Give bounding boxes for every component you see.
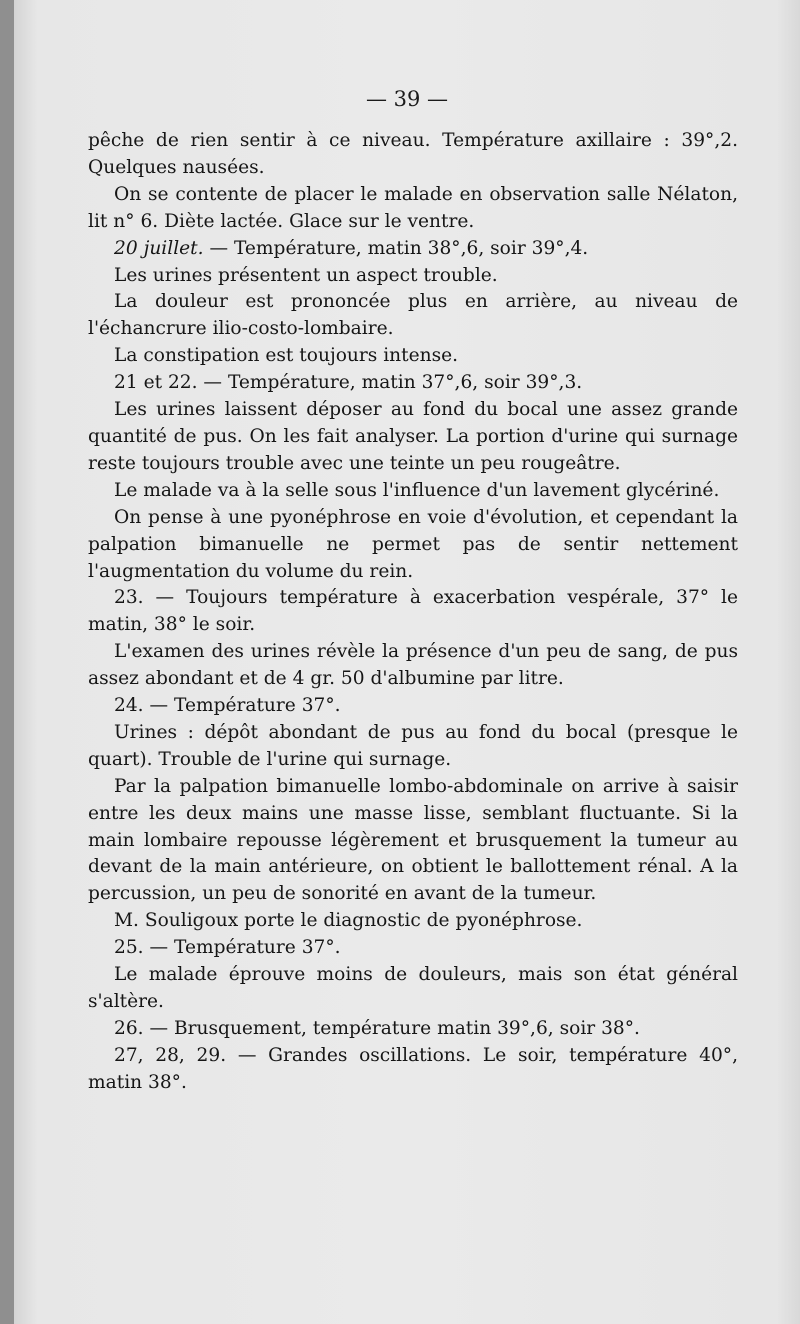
paragraph: 23. — Toujours température à exacerbation vespérale, 37° le matin, 38° le soir. [88, 587, 738, 636]
paragraph: Urines : dépôt abondant de pus au fond du bocal (presque le quart). Trouble de l'urine qui surnage. [88, 721, 738, 770]
paragraph: Le malade va à la selle sous l'influence d'un lavement glycériné. [114, 479, 720, 501]
paragraph-dated-entry [88, 236, 738, 263]
paragraph: On se contente de placer le malade en observation salle Nélaton, lit n° 6. Diète lactée. Glace sur le ventre. [88, 183, 738, 232]
paragraph: Les urines laissent déposer au fond du bocal une assez grande quantité de pus. On les fait analyser. La portion d'urine qui surnage reste toujours trouble avec une teinte un peu rougeâtre. [88, 399, 738, 474]
paragraph: Par la palpation bimanuelle lombo-abdominale on arrive à saisir entre les deux mains une masse lisse, semblant fluctuante. Si la main lombaire repousse légèrement et brusquement la tumeur au devant de la main antérieure, on obtient le ballottement rénal. A la percussion, un peu de sonorité en avant de la tumeur. [88, 775, 738, 905]
entry-text: — Température, matin 38°,6, soir 39°,4. [203, 237, 589, 259]
paragraph-continuation: pêche de rien sentir à ce niveau. Température axillaire : 39°,2. Quelques nausées. [88, 130, 738, 178]
paragraph: 26. — Brusquement, température matin 39°,6, soir 38°. [114, 1017, 640, 1039]
book-page [14, 0, 800, 1324]
body-text [88, 128, 738, 1097]
paragraph: L'examen des urines révèle la présence d'un peu de sang, de pus assez abondant et de 4 gr. 50 d'albumine par litre. [88, 641, 738, 690]
paragraph: 27, 28, 29. — Grandes oscillations. Le soir, température 40°, matin 38°. [88, 1044, 738, 1093]
paragraph: Le malade éprouve moins de douleurs, mais son état général s'altère. [88, 964, 738, 1012]
paragraph: 25. — Température 37°. [114, 937, 341, 959]
paragraph: Les urines présentent un aspect trouble. [114, 264, 498, 286]
paragraph: On pense à une pyonéphrose en voie d'évolution, et cependant la palpation bimanuelle ne permet pas de sentir nettement l'augmentation du volume du rein. [88, 506, 738, 582]
entry-date: 20 juillet. [114, 237, 204, 259]
paragraph: 21 et 22. — Température, matin 37°,6, soir 39°,3. [114, 372, 583, 394]
paragraph: 24. — Température 37°. [114, 695, 341, 717]
paragraph: La douleur est prononcée plus en arrière, au niveau de l'échancrure ilio-costo-lombaire. [88, 291, 738, 340]
page-number: — 39 — [365, 87, 449, 111]
paragraph: La constipation est toujours intense. [114, 345, 459, 367]
paragraph: M. Souligoux porte le diagnostic de pyonéphrose. [114, 910, 583, 932]
